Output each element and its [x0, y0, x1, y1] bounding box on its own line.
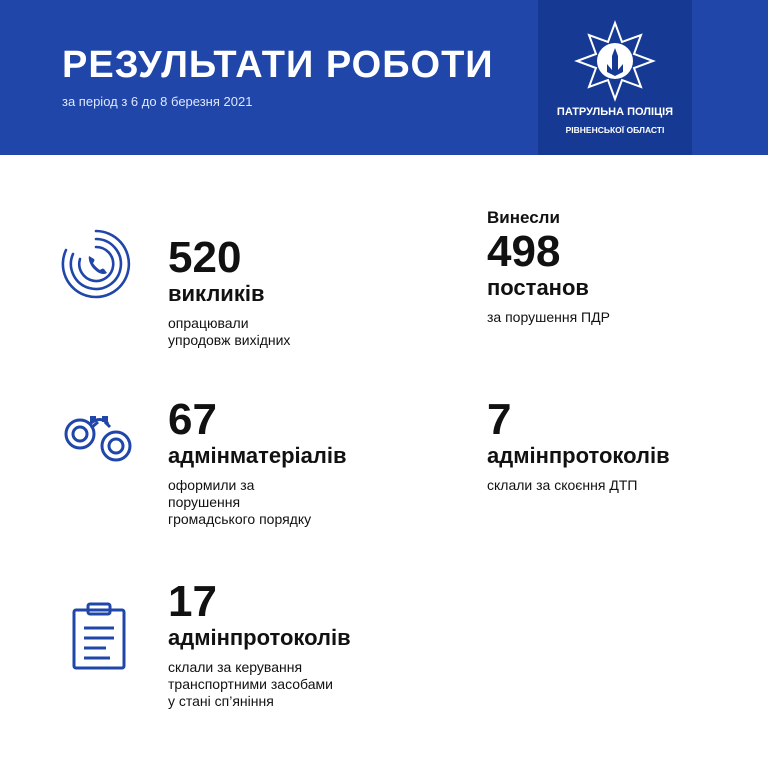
period-subtitle: за період з 6 до 8 березня 2021 [62, 94, 253, 109]
fines-unit: постанов [487, 275, 589, 300]
header-banner [0, 0, 768, 155]
stat-accident-protocols [487, 395, 670, 494]
drunk-protocols-desc-line2: транспортними засобами [168, 676, 333, 692]
admin-materials-desc-line3: громадського порядку [168, 511, 312, 527]
admin-materials-desc-line2: порушення [168, 494, 241, 510]
clipboard-icon [70, 602, 130, 672]
fines-desc-line1: за порушення ПДР [487, 309, 610, 325]
accident-protocols-unit: адмінпротоколів [487, 443, 670, 468]
fines-prefix: Винесли [487, 208, 560, 227]
badge-region: РІВНЕНСЬКОЇ ОБЛАСТІ [565, 125, 665, 135]
stat-calls [168, 233, 291, 349]
drunk-protocols-unit: адмінпротоколів [168, 625, 351, 650]
drunk-protocols-desc-line3: у стані сп’яніння [168, 693, 274, 709]
calls-description [168, 315, 290, 349]
accident-protocols-desc-line1: склали за скоєння ДТП [487, 477, 638, 493]
phone-icon [60, 228, 132, 300]
fines-number: 498 [487, 227, 561, 276]
drunk-protocols-description [168, 659, 351, 710]
stat-admin-materials [168, 395, 347, 528]
admin-materials-description [168, 477, 347, 528]
admin-materials-desc-line1: оформили за [168, 477, 255, 493]
calls-desc-line2: упродовж вихідних [168, 332, 291, 348]
calls-unit: викликів [168, 281, 265, 306]
page-title: РЕЗУЛЬТАТИ РОБОТИ [62, 44, 494, 86]
police-badge-panel [538, 0, 692, 155]
fines-description [487, 309, 610, 326]
accident-protocols-number: 7 [487, 395, 512, 444]
drunk-protocols-desc-line1: склали за керування [168, 659, 303, 675]
admin-materials-number: 67 [168, 395, 217, 444]
badge-title: ПАТРУЛЬНА ПОЛІЦІЯ [556, 106, 674, 118]
admin-materials-unit: адмінматеріалів [168, 443, 347, 468]
calls-number: 520 [168, 233, 242, 282]
accident-protocols-description [487, 477, 670, 494]
handcuffs-icon [60, 408, 136, 470]
police-star-icon [574, 20, 656, 102]
calls-desc-line1: опрацювали [168, 315, 249, 331]
stat-drunk-protocols [168, 577, 351, 710]
drunk-protocols-number: 17 [168, 577, 217, 626]
stat-fines [487, 208, 610, 326]
